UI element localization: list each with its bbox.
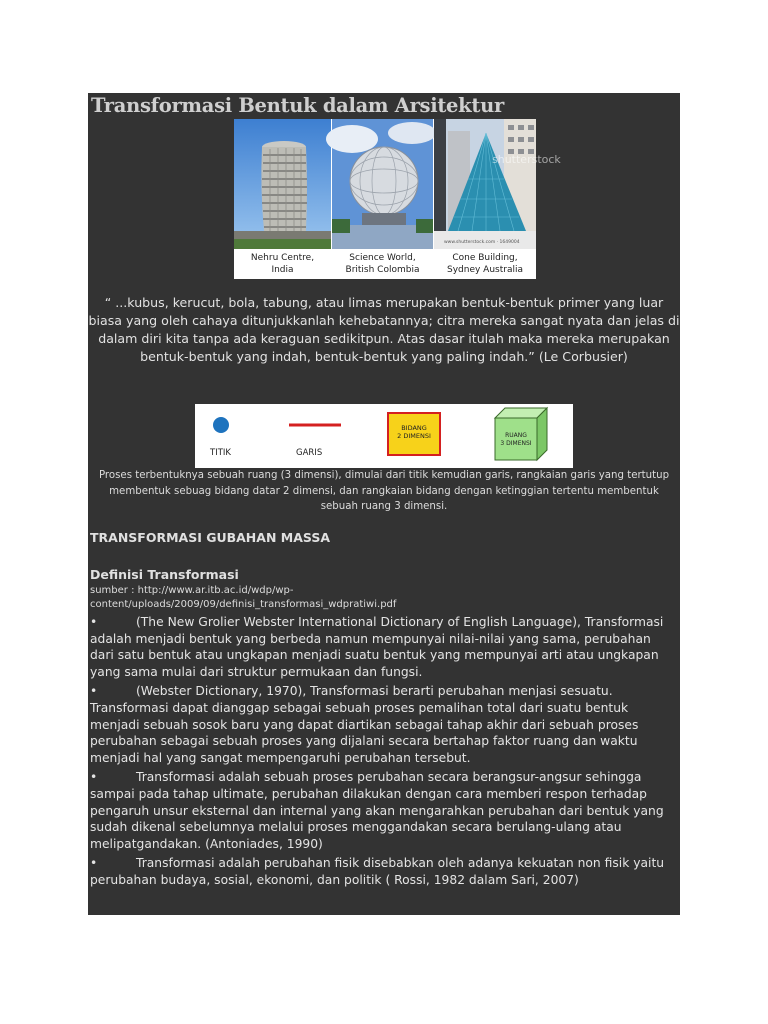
watermark-text: shutterstock bbox=[492, 153, 561, 166]
definition-paragraph: • Transformasi adalah sebuah proses perubahan secara berangsur-angsur sehingga sampai pada tahap ultimate, perubahan dilakukan dengan cara memberi respon terhadap pengaruh unsur eksternal dan internal yang akan mengarahkan perubahan dari bentuk yang sudah dikenal sebelumnya melalui proses menggandakan secara berulang-ulang atau melipatgandakan. (Antoniades, 1990) bbox=[90, 770, 664, 851]
source-citation: sumber : http://www.ar.itb.ac.id/wdp/wp-content/uploads/2009/09/definisi_transformasi_wdpratiwi.pdf bbox=[90, 585, 397, 610]
bidang-label: BIDANG 2 DIMENSI bbox=[397, 424, 431, 440]
photo-nehru-centre bbox=[234, 119, 331, 249]
bullet-mark: • bbox=[90, 856, 98, 871]
bullet-mark: • bbox=[90, 684, 98, 699]
ruang-label: RUANG 3 DIMENSI bbox=[500, 432, 532, 447]
definition-list bbox=[90, 614, 678, 892]
page-title: Transformasi Bentuk dalam Arsitektur bbox=[91, 94, 504, 117]
definition-paragraph: • (The New Grolier Webster International Dictionary of English Language), Transformasi adalah menjadi bentuk yang berbeda namun mempunyai nilai-nilai yang sama, perubahan dari satu bentuk atau ungkapan menjadi suatu bentuk yang mempunyai arti atau ungkapan yang sama mulai dari struktur permukaan dan fungsi. bbox=[90, 615, 664, 679]
titik-label: TITIK bbox=[210, 448, 231, 458]
photo-science-world bbox=[332, 119, 433, 249]
bullet-mark: • bbox=[90, 770, 98, 785]
definition-heading: Definisi Transformasi bbox=[90, 567, 239, 582]
architecture-photos bbox=[234, 119, 561, 279]
definition-paragraph: • (Webster Dictionary, 1970), Transformasi berarti perubahan menjasi sesuatu. Transformasi dapat dianggap sebagai sebuah proses pemalihan total dari suatu bentuk menjadi sebuah sosok baru yang dapat diartikan sebagai tahap akhir dari sebuah proses perubahan sebagai sebuah proses yang dijalani secara bertahap faktor ruang dan waktu menjadi hal yang sangat mempengaruhi perubahan tersebut. bbox=[90, 684, 639, 765]
le-corbusier-quote: “ ...kubus, kerucut, bola, tabung, atau limas merupakan bentuk-bentuk primer yang luar biasa yang oleh cahaya ditunjukkanlah kehebatannya; citra mereka sangat nyata dan jelas di dalam diri kita tanpa ada keraguan sedikitpun. Atas dasar itulah maka mereka merupakan bentuk-bentuk yang indah, bentuk-bentuk yang paling indah.” (Le Corbusier) bbox=[88, 295, 680, 364]
photo-stock-id: www.shutterstock.com · 1649004 bbox=[444, 240, 520, 245]
document-panel bbox=[88, 93, 680, 915]
dimension-diagram bbox=[195, 404, 573, 468]
definition-paragraph: • Transformasi adalah perubahan fisik disebabkan oleh adanya kekuatan non fisik yaitu perubahan budaya, sosial, ekonomi, dan politik ( Rossi, 1982 dalam Sari, 2007) bbox=[90, 856, 665, 887]
bullet-mark: • bbox=[90, 615, 98, 629]
titik-dot bbox=[213, 417, 229, 433]
section-heading: TRANSFORMASI GUBAHAN MASSA bbox=[90, 530, 330, 545]
photo-cone-building bbox=[434, 119, 561, 249]
diagram-caption: Proses terbentuknya sebuah ruang (3 dimensi), dimulai dari titik kemudian garis, rangkaian garis yang tertutup membentuk sebuag bidang datar 2 dimensi, dan rangkaian bidang dengan ketinggian tertentu membentuk sebuah ruang 3 dimensi. bbox=[98, 470, 670, 512]
caption-cone-building: Cone Building, Sydney Australia bbox=[447, 253, 523, 275]
caption-science-world: Science World, British Colombia bbox=[345, 253, 420, 275]
garis-label: GARIS bbox=[296, 448, 323, 458]
caption-nehru: Nehru Centre, India bbox=[250, 253, 315, 275]
